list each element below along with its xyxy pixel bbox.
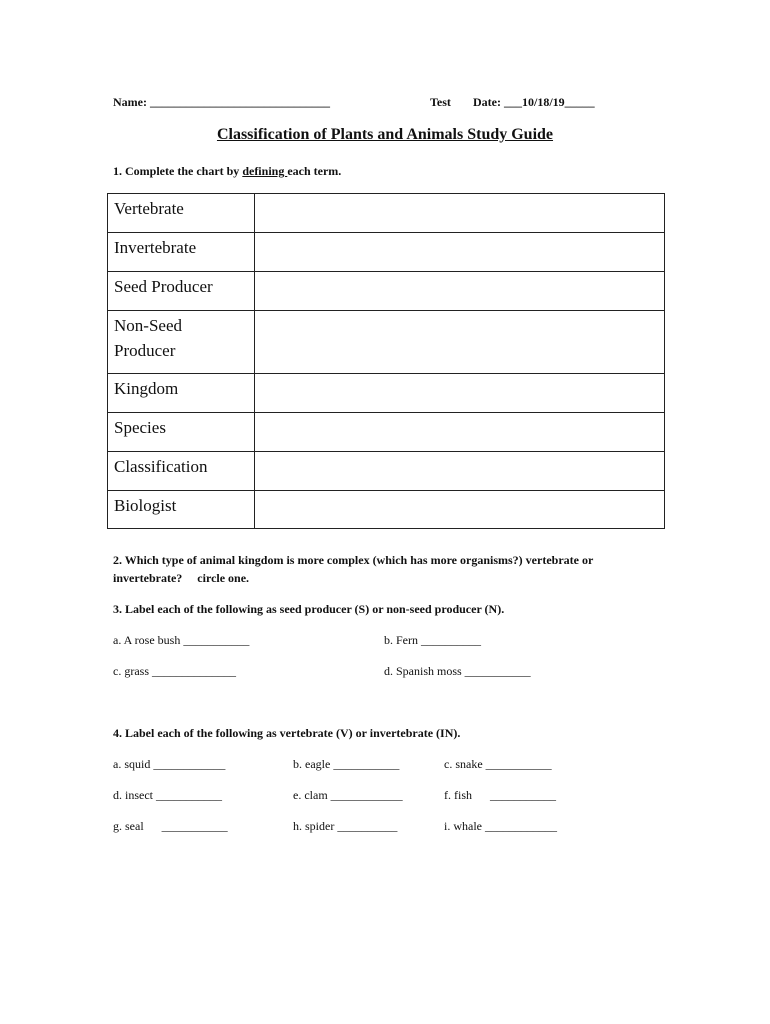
term-line: Producer (114, 341, 176, 360)
definition-cell[interactable] (255, 233, 665, 272)
term-cell: Invertebrate (108, 233, 255, 272)
table-row (108, 452, 665, 491)
table-row (108, 194, 665, 233)
definition-cell[interactable] (255, 194, 665, 233)
question-3: 3. Label each of the following as seed producer (S) or non-seed producer (N). (113, 602, 505, 616)
definition-cell[interactable] (255, 311, 665, 374)
table-row (108, 233, 665, 272)
definition-cell[interactable] (255, 452, 665, 491)
table-row (108, 311, 665, 374)
definition-cell[interactable] (255, 374, 665, 413)
answer-item[interactable]: h. spider __________ (293, 819, 398, 833)
question-1-emphasis: defining (242, 164, 288, 178)
terms-table (107, 193, 665, 529)
term-cell: Vertebrate (108, 194, 255, 233)
answer-item[interactable]: a. A rose bush ___________ (113, 633, 250, 647)
date-field[interactable]: Date: ___10/18/19_____ (473, 95, 595, 109)
table-row (108, 491, 665, 529)
answer-item[interactable]: g. seal ___________ (113, 819, 228, 833)
question-1-prefix: 1. Complete the chart by (113, 164, 243, 178)
question-2-line-1: 2. Which type of animal kingdom is more complex (which has more organisms?) vertebrate or (113, 553, 594, 567)
table-row (108, 374, 665, 413)
question-2-line-2: invertebrate? circle one. (113, 571, 250, 585)
answer-item[interactable]: d. insect ___________ (113, 788, 222, 802)
term-cell: Biologist (108, 491, 255, 529)
question-4: 4. Label each of the following as vertebrate (V) or invertebrate (IN). (113, 726, 461, 740)
term-line: Non-Seed (114, 316, 182, 335)
term-cell: Kingdom (108, 374, 255, 413)
question-1-suffix: each term. (287, 164, 342, 178)
term-cell: Seed Producer (108, 272, 255, 311)
definition-cell[interactable] (255, 491, 665, 529)
question-1 (113, 164, 341, 179)
name-field[interactable]: Name: ______________________________ (113, 95, 330, 109)
definition-cell[interactable] (255, 413, 665, 452)
answer-item[interactable]: b. eagle ___________ (293, 757, 400, 771)
answer-item[interactable]: i. whale ____________ (444, 819, 557, 833)
term-cell: Species (108, 413, 255, 452)
answer-item[interactable]: d. Spanish moss ___________ (384, 664, 531, 678)
answer-item[interactable]: e. clam ____________ (293, 788, 403, 802)
page-title: Classification of Plants and Animals Study Guide (216, 126, 554, 143)
answer-item[interactable]: b. Fern __________ (384, 633, 481, 647)
term-cell: Classification (108, 452, 255, 491)
answer-item[interactable]: c. grass ______________ (113, 664, 236, 678)
definition-cell[interactable] (255, 272, 665, 311)
table-row (108, 413, 665, 452)
answer-item[interactable]: f. fish ___________ (444, 788, 556, 802)
answer-item[interactable]: a. squid ____________ (113, 757, 226, 771)
table-row (108, 272, 665, 311)
term-cell (108, 311, 255, 374)
test-label: Test (430, 95, 451, 109)
answer-item[interactable]: c. snake ___________ (444, 757, 552, 771)
